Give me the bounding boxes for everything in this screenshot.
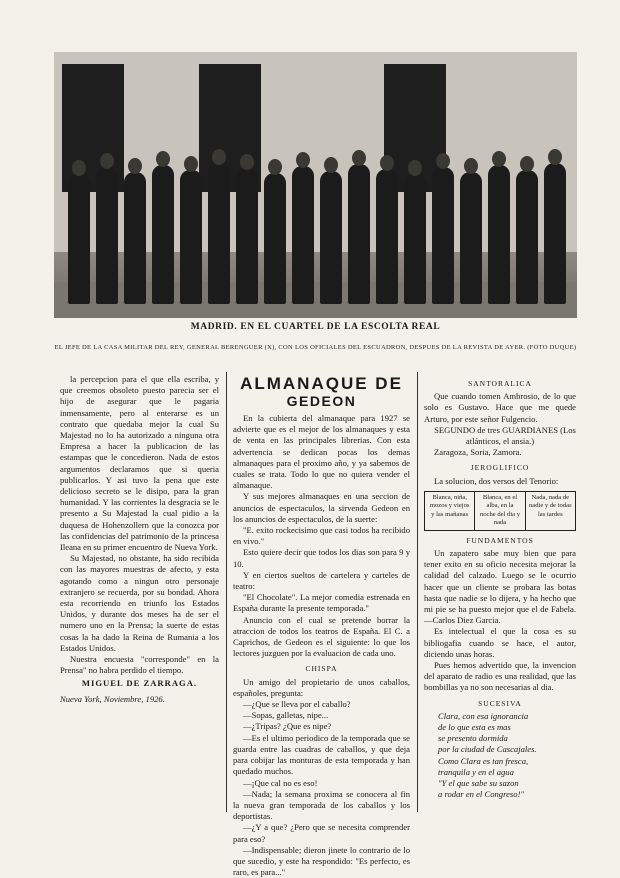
article-column-2 [233, 374, 410, 878]
officer-head [408, 160, 422, 176]
column-rule [417, 372, 418, 812]
officer-head [100, 153, 114, 169]
officer-head [548, 149, 562, 165]
officer-figure [180, 170, 202, 304]
paragraph: —¿Que se lleva por el caballo? [243, 699, 351, 710]
officer-figure [348, 164, 370, 304]
verse-line: de lo que esta es mas [438, 722, 511, 733]
paragraph: —Es el ultimo periodico de la temporada que se guarda entre las cuadras de caballos, y que deja para cobijar las monturas de esta temporada y han quedado muchos. [233, 732, 410, 777]
officer-figure [544, 163, 566, 304]
officer-figure [152, 165, 174, 304]
rebus-box [424, 491, 576, 531]
officer-figure [208, 163, 230, 304]
officer-head [296, 152, 310, 168]
officer-head [492, 151, 506, 167]
officer-figure [516, 170, 538, 304]
paragraph: —Sopas, galletas, nipe... [243, 710, 329, 721]
paragraph: la percepcion para el que ella escriba, y que creemos obsoleto puesto parecia ser el hijo de asegurar que le pagaria inmensamente, pero al enterarse es un contrato que quedaba mejor la cual Su Majestad no lo ha autorizado a ninguna otra Empresa a hacer la publicacion de las estampas que le concedieron. Nada de estos argumentos declaramos que si queria publicarlos. Y asi tuvo la pena que este delicioso secreto se le disipo, para la gran humanidad. Y las corrientes la desgracia se le presento a Su Majestad la cual pidio a la duquesa de Hohenzollern que la conozca por las confidencias del patrimonio de la princesa Ileana en su primer encuentro de Nueva York. [60, 374, 219, 553]
rebus-cell: Nada, nada de nadie y de todas las tardes [525, 492, 575, 530]
rebus-cell: Blanca, niña, mozos y viejos y las mañanas [429, 493, 470, 518]
officer-figure [320, 171, 342, 304]
paragraph: Un amigo del propietario de unos caballos, españoles, pregunta: [233, 676, 410, 698]
verse-line: Clara, con esa ignorancia [438, 710, 529, 721]
officer-figure [124, 172, 146, 304]
paragraph: —¿Y a que? ¿Pero que se necesita comprender para eso? [233, 822, 410, 844]
officer-figure [460, 172, 482, 304]
paragraph: La solucion, dos versos del Tenorio: [434, 475, 559, 486]
officer-head [128, 158, 142, 174]
verse-line: "Y el que sabe su sazon [438, 778, 519, 789]
paragraph: Que cuando tomen Ambrosio, de lo que solo es Gustavo. Hace que me quede Arturo, por este señor Fulgencio. [424, 391, 576, 424]
officer-head [184, 156, 198, 172]
paragraph: Y sus mejores almanaques en una seccion de anuncios de espectaculos, la sirvenda Gedeon en los anuncios de espectaculos, de la suerte: [233, 491, 410, 524]
officer-figure [292, 166, 314, 304]
photo-caption-title: MADRID. EN EL CUARTEL DE LA ESCOLTA REAL [190, 322, 441, 332]
paragraph: Un zapatero sabe muy bien que para tener exito en su oficio necesita mejorar la calidad del calzado. Luego se le ocurrio hacer que un cliente se probara las botas hasta que nadie se lo dijera, y ha hecho que mi pie se ha puesto mejor que el de Fabela. —Carlos Diez Garcia. [424, 548, 576, 626]
group-photo [54, 52, 577, 318]
officer-head [240, 154, 254, 170]
officer-head [520, 156, 534, 172]
officer-figure [264, 173, 286, 304]
officer-head [156, 151, 170, 167]
paragraph: "El Chocolate". La mejor comedia estrenada en España durante la presente temporada." [233, 592, 410, 614]
officer-head [324, 157, 338, 173]
verse-line: tranquila y en el agua [438, 766, 514, 777]
officer-figure [432, 167, 454, 304]
officer-head [380, 155, 394, 171]
officer-head [464, 158, 478, 174]
paragraph: "E. exito rockecisimo que casi todos ha recibido en vivo." [233, 525, 410, 547]
officer-figure [404, 174, 426, 304]
officer-figure [488, 165, 510, 304]
officer-figure [68, 174, 90, 304]
officer-head [72, 160, 86, 176]
verse-line: por la ciudad de Cascajales. [438, 744, 537, 755]
paragraph: —¡Que cal no es eso! [243, 777, 318, 788]
section-heading: SUCESIVA [478, 698, 522, 708]
paragraph: Pues hemos advertido que, la invencion del aparato de radio es una realidad, que las bombillas ya no son necesarias al dia. [424, 660, 576, 693]
paragraph: Esto quiere decir que todos los dias son para 9 y 10. [233, 547, 410, 569]
column-rule [226, 372, 227, 812]
paragraph: Anuncio con el cual se pretende borrar la atraccion de todos los teatros de España. El C. a Caprichos, de Gedeon es el siguiente: lo que los lectores juzguen por la evaluacion de cada uno. [233, 614, 410, 659]
officer-head [436, 153, 450, 169]
places-line: Zaragoza, Soria, Zamora. [434, 447, 522, 458]
paragraph: Nuestra encuesta "corresponde" en la Prensa" no habra perdido el tiempo. [60, 654, 219, 676]
paragraph: —Nada; la semana proxima se conocera al fin la nueva gran temporada de los caballos y los deportistas. [233, 788, 410, 822]
article-column-3 [424, 374, 576, 801]
paragraph: Su Majestad, no obstante, ha sido recibida con las mayores muestras de afecto, y esta agotando como a ningun otro personaje extranjero se recuerda, por su bondad. Ahora esta recorriendo en triunfo los Estados Unidos, y durante dos meses ha de ser el numero uno en la Prensa; la suerte de estas cosas la ha dado la Reina de Rumania a los Estados Unidos. [60, 553, 219, 653]
verse-line: a rodar en el Congreso!" [438, 789, 525, 800]
note: SEGUNDO de tres GUARDIANES (Los atlánticos, el ansia.) [434, 424, 576, 447]
author-signature: MIGUEL DE ZARRAGA. [81, 678, 198, 689]
officer-head [268, 159, 282, 175]
paragraph: —¿Tripas? ¿Que es nipe? [243, 721, 332, 732]
officer-figure [96, 167, 118, 304]
section-heading: JEROGLIFICO [470, 463, 530, 473]
paragraph: —Indispensable; dieron jinete lo contrario de lo que sucedio, y este ha respondido: "Es perfecto, es raro, es para..." [233, 844, 410, 878]
officer-figure [236, 168, 258, 304]
article-column-1 [60, 374, 219, 705]
paragraph: En la cubierta del almanaque para 1927 se advierte que es el mejor de los almanaques y esta de venta en las principales librerias. Con esta advertencia se dedican pocas los demas almanaques para el proximo año, y ya sabemos de cuales se trata. Todo lo que no quiera vender el almanaque. [233, 413, 410, 491]
headline-almanaque: ALMANAQUE DE [240, 374, 403, 393]
rebus-cell: Blanca, en el alba, en la noche del dia y nada [474, 492, 524, 530]
section-heading: SANTORALICA [468, 379, 532, 388]
officer-head [212, 149, 226, 165]
headline-gedeon: GEDEON [286, 393, 357, 409]
paragraph: Es intelectual el que la cosa es su bibliogafia cuando se hace, el autor, diciendo unas horas. [424, 626, 576, 659]
verse-line: Como Clara es tan fresca, [438, 755, 529, 766]
dateline: Nueva York, Noviembre, 1926. [60, 693, 165, 704]
officer-figure [376, 169, 398, 304]
section-heading: FUNDAMENTOS [466, 535, 534, 545]
section-heading: CHISPA [305, 664, 338, 674]
verse-line: se presento dormida [438, 733, 508, 744]
officer-head [352, 150, 366, 166]
photo-caption-subtitle: EL JEFE DE LA CASA MILITAR DEL REY, GENERAL BERENGUER (X), CON LOS OFICIALES DEL ESCUADRON, DESPUES DE LA REVISTA DE AYER. (FOTO DUQUE) [54, 344, 577, 351]
paragraph: Y en ciertos sueltos de cartelera y carteles de teatro: [233, 569, 410, 592]
